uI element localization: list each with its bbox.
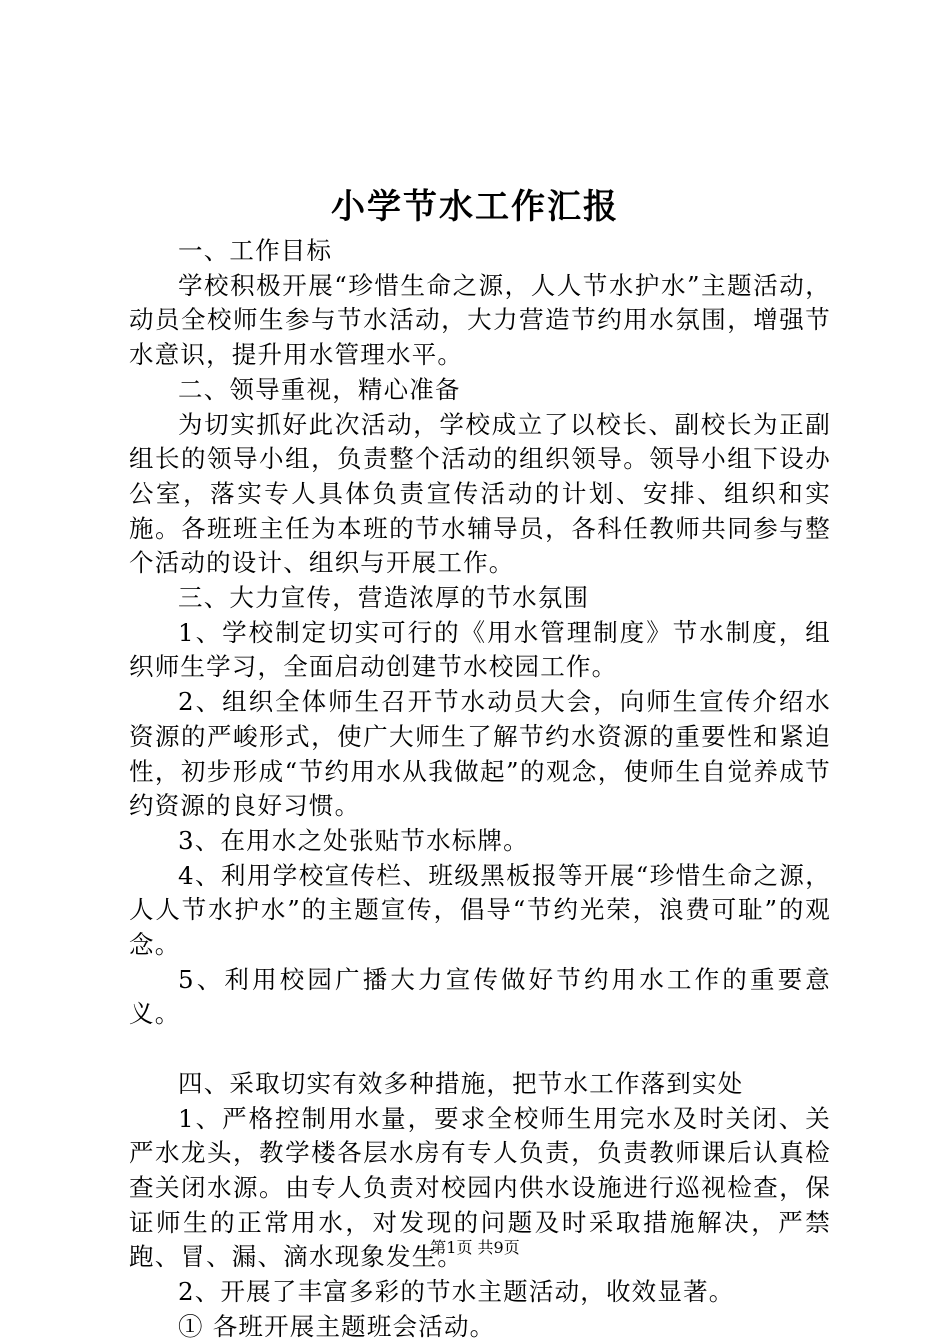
paragraph-publicity-3: 3、在用水之处张贴节水标牌。 (178, 825, 529, 855)
paragraph-publicity-1: 1、学校制定切实可行的《用水管理制度》节水制度，组织师生学习，全面启动创建节水校园工作。 (129, 617, 831, 682)
paragraph-measures-2: 2、开展了丰富多彩的节水主题活动，收效显著。 (178, 1277, 735, 1307)
document-body (129, 234, 831, 1344)
paragraph-publicity-4: 4、利用学校宣传栏、班级黑板报等开展“珍惜生命之源，人人节水护水”的主题宣传，倡导“节约光荣，浪费可耻”的观念。 (129, 860, 831, 960)
paragraph-measures-1: 1、严格控制用水量，要求全校师生用完水及时关闭、关严水龙头，教学楼各层水房有专人负责，负责教师课后认真检查关闭水源。由专人负责对校园内供水设施进行巡视检查，保证师生的正常用水，对发现的问题及时采取措施解决，严禁跑、冒、漏、滴水现象发生。 (129, 1103, 831, 1272)
paragraph-goal: 学校积极开展“珍惜生命之源，人人节水护水”主题活动，动员全校师生参与节水活动，大力营造节约用水氛围，增强节水意识，提升用水管理水平。 (129, 270, 831, 370)
section-heading-measures: 四、采取切实有效多种措施，把节水工作落到实处 (178, 1068, 744, 1098)
paragraph-leadership: 为切实抓好此次活动，学校成立了以校长、副校长为正副组长的领导小组，负责整个活动的组织领导。领导小组下设办公室，落实专人具体负责宣传活动的计划、安排、组织和实施。各班班主任为本班的节水辅导员，各科任教师共同参与整个活动的设计、组织与开展工作。 (129, 409, 831, 578)
paragraph-publicity-5: 5、利用校园广播大力宣传做好节约用水工作的重要意义。 (129, 964, 831, 1029)
blank-line (129, 1032, 831, 1067)
paragraph-measures-2-item-1: ① 各班开展主题班会活动。 (178, 1311, 496, 1341)
section-heading-publicity: 三、大力宣传，营造浓厚的节水氛围 (178, 583, 590, 613)
section-heading-leadership: 二、领导重视，精心准备 (178, 374, 461, 404)
paragraph-publicity-2: 2、组织全体师生召开节水动员大会，向师生宣传介绍水资源的严峻形式，使广大师生了解节约水资源的重要性和紧迫性，初步形成“节约用水从我做起”的观念，使师生自觉养成节约资源的良好习惯。 (129, 687, 831, 821)
page-footer: 第1页 共9页 (430, 1238, 520, 1257)
document-title: 小学节水工作汇报 (331, 187, 619, 227)
section-heading-goal: 一、工作目标 (178, 236, 333, 265)
